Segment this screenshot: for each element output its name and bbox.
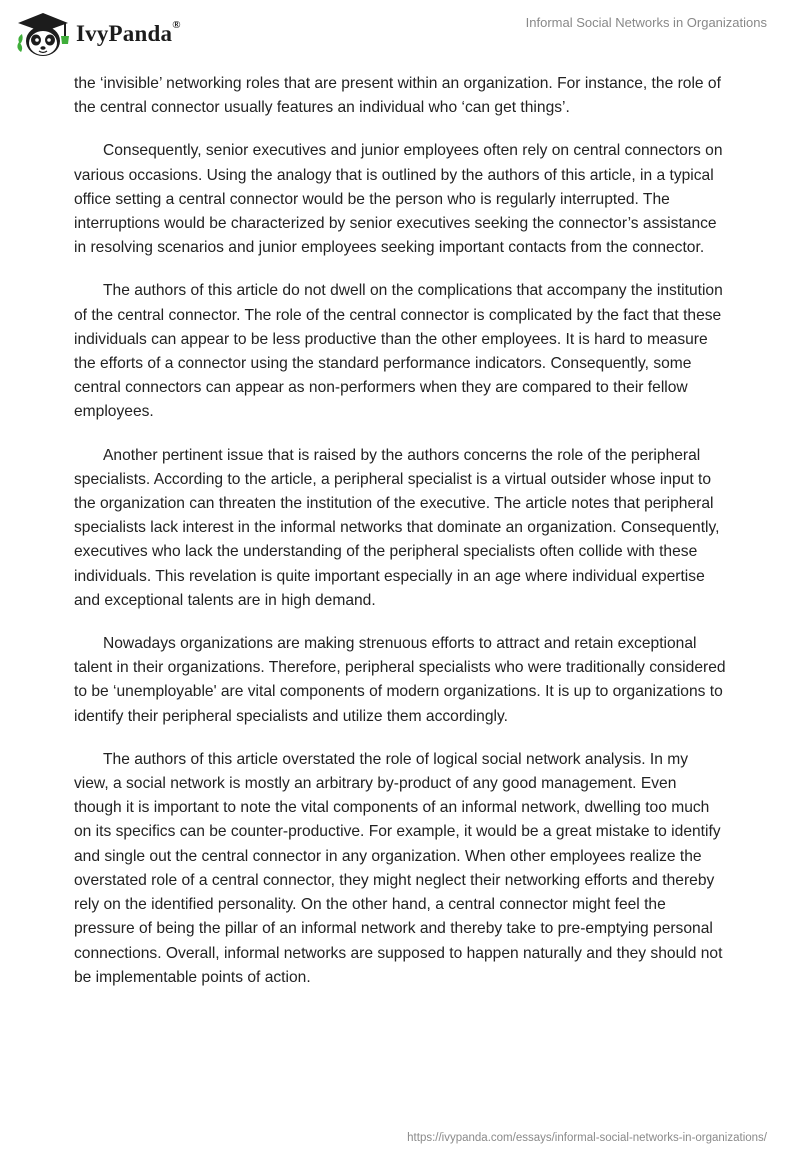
brand-logo[interactable] (14, 10, 181, 58)
source-url[interactable]: https://ivypanda.com/essays/informal-social-networks-in-organizations/ (407, 1132, 767, 1144)
panda-logo-icon (14, 10, 72, 58)
document-title: Informal Social Networks in Organizations (525, 15, 767, 30)
paragraph: Another pertinent issue that is raised by the authors concerns the role of the peripheral specialists. According to the article, a peripheral specialist is a virtual outsider whose input to the organization can threaten the institution of the executive. The article notes that peripheral specialists lack interest in the informal networks that dominate an organization. Consequently, executives who lack the understanding of the peripheral specialists often collide with these individuals. This revelation is quite important especially in an age where individual expertise and exceptional talents are in high demand. (74, 446, 720, 609)
paragraph: Nowadays organizations are making strenuous efforts to attract and retain exceptional talent in their organizations. Therefore, peripheral specialists who were traditionally considered to be ‘unemployable' are vital components of modern organizations. It is up to organizations to identify their peripheral specialists and utilize them accordingly. (74, 635, 726, 725)
paragraph: The authors of this article do not dwell on the complications that accompany the institution of the central connector. The role of the central connector is complicated by the fact that these individuals can appear to be less productive than the other employees. It is hard to measure the efforts of a connector using the standard performance indicators. Consequently, some central connectors can appear as non-performers when they are compared to their fellow employees. (74, 282, 723, 421)
paragraph: The authors of this article overstated the role of logical social network analysis. In my view, a social network is mostly an arbitrary by-product of any good management. Even though it is important to note the vital components of an informal network, dwelling too much on its specifics can be counter-productive. For example, it would be a great mistake to identify and single out the central connector in any organization. When other employees realize the overstated role of a central connector, they might neglect their networking efforts and thereby rely on the identified personality. On the other hand, a central connector might feel the pressure of being the pillar of an informal network and thereby take to pre-emptying personal connections. Overall, informal networks are supposed to happen naturally and they should not be implementable points of action. (74, 750, 723, 986)
essay-body (74, 72, 726, 1009)
brand-name: IvyPanda® (76, 19, 181, 46)
page-header (0, 0, 800, 70)
paragraph: the ‘invisible’ networking roles that are present within an organization. For instance, the role of the central connector usually features an individual who ‘can get things’. (74, 75, 721, 117)
paragraph: Consequently, senior executives and junior employees often rely on central connectors on various occasions. Using the analogy that is outlined by the authors of this article, in a typical office setting a central connector would be the person who is regularly interrupted. The interruptions would be characterized by senior executives seeking the connector’s assistance in resolving scenarios and junior employees seeking important contacts from the connector. (74, 142, 723, 257)
